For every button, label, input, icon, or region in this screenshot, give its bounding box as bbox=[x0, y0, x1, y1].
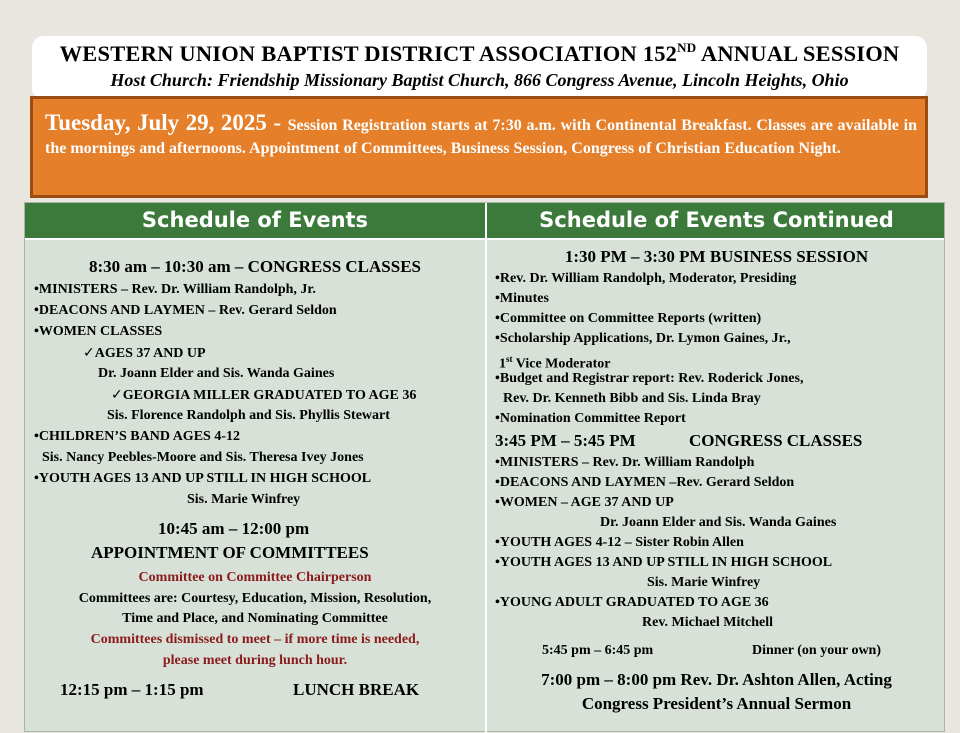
dismissal-note: Committees dismissed to meet – if more time is needed, bbox=[90, 632, 420, 647]
list-item: •YOUTH AGES 13 AND UP STILL IN HIGH SCHOOL bbox=[495, 555, 833, 570]
list-item: ✓GEORGIA MILLER GRADUATED TO AGE 36 bbox=[111, 387, 417, 403]
instructor-line: Dr. Joann Elder and Sis. Wanda Gaines bbox=[98, 366, 335, 381]
list-item: •Minutes bbox=[495, 291, 549, 306]
appointment-heading: APPOINTMENT OF COMMITTEES bbox=[91, 543, 369, 562]
time-slot: 10:45 am – 12:00 pm bbox=[158, 519, 310, 538]
instructor-line: Sis. Marie Winfrey bbox=[187, 492, 301, 507]
list-item: •YOUTH AGES 13 AND UP STILL IN HIGH SCHOOL bbox=[34, 471, 372, 486]
business-session-heading: 1:30 PM – 3:30 PM BUSINESS SESSION bbox=[564, 247, 869, 266]
list-item: •MINISTERS – Rev. Dr. William Randolph, Jr. bbox=[34, 282, 316, 297]
list-item: •Rev. Dr. William Randolph, Moderator, Presiding bbox=[495, 271, 797, 286]
instructor-line: Rev. Michael Mitchell bbox=[642, 615, 774, 630]
schedule-table bbox=[24, 202, 945, 732]
committees-list: Time and Place, and Nominating Committee bbox=[122, 611, 388, 626]
committees-list: Committees are: Courtesy, Education, Mission, Resolution, bbox=[78, 591, 432, 606]
dinner-time: 5:45 pm – 6:45 pm bbox=[542, 643, 654, 658]
dinner-label: Dinner (on your own) bbox=[752, 643, 882, 658]
list-item: ✓AGES 37 AND UP bbox=[83, 345, 206, 361]
congress-classes-heading: 8:30 am – 10:30 am – CONGRESS CLASSES bbox=[88, 257, 421, 276]
instructor-line: Sis. Nancy Peebles-Moore and Sis. Theresa Ivey Jones bbox=[42, 450, 364, 465]
schedule-column-right bbox=[487, 240, 946, 731]
list-item: •WOMEN – AGE 37 AND UP bbox=[495, 495, 674, 510]
check-icon: ✓ bbox=[83, 345, 95, 361]
sermon-title: Congress President’s Annual Sermon bbox=[581, 694, 852, 713]
instructor-line: Sis. Florence Randolph and Sis. Phyllis Stewart bbox=[107, 408, 390, 423]
check-icon: ✓ bbox=[111, 387, 123, 403]
lunch-label: LUNCH BREAK bbox=[293, 680, 420, 699]
schedule-header-left: Schedule of Events bbox=[141, 208, 369, 232]
sermon-line: 7:00 pm – 8:00 pm Rev. Dr. Ashton Allen, Acting bbox=[541, 670, 892, 689]
list-item: •WOMEN CLASSES bbox=[34, 324, 163, 339]
congress-classes-heading: CONGRESS CLASSES bbox=[689, 431, 863, 450]
title-card bbox=[32, 36, 927, 100]
time-slot: 3:45 PM – 5:45 PM bbox=[495, 431, 636, 450]
list-item: •MINISTERS – Rev. Dr. William Randolph bbox=[495, 455, 755, 470]
schedule-column-left bbox=[25, 240, 485, 731]
lunch-time: 12:15 pm – 1:15 pm bbox=[60, 680, 204, 699]
instructor-line: Dr. Joann Elder and Sis. Wanda Gaines bbox=[600, 515, 837, 530]
instructor-line: Sis. Marie Winfrey bbox=[647, 575, 761, 590]
list-item: •DEACONS AND LAYMEN –Rev. Gerard Seldon bbox=[495, 475, 795, 490]
banner-date: Tuesday, July 29, 2025 - bbox=[45, 110, 288, 135]
list-item: •YOUNG ADULT GRADUATED TO AGE 36 bbox=[495, 595, 769, 610]
list-item: •Scholarship Applications, Dr. Lymon Gaines, Jr., bbox=[495, 331, 791, 346]
list-item: Rev. Dr. Kenneth Bibb and Sis. Linda Bray bbox=[503, 391, 761, 406]
host-church-subtitle: Host Church: Friendship Missionary Baptist Church, 866 Congress Avenue, Lincoln Heights, Ohio bbox=[110, 70, 849, 90]
list-item: •Committee on Committee Reports (written) bbox=[495, 311, 762, 326]
banner-description: Session Registration starts at 7:30 a.m. with Continental Breakfast. Classes are available in the mornings and afternoons. Appointment of Committees, Business Session, Congress of Christian Education Night. bbox=[45, 117, 917, 157]
date-banner bbox=[30, 96, 928, 198]
committee-chair-note: Committee on Committee Chairperson bbox=[138, 570, 372, 585]
list-item: •YOUTH AGES 4-12 – Sister Robin Allen bbox=[495, 535, 744, 550]
list-item: •Budget and Registrar report: Rev. Roderick Jones, bbox=[495, 371, 804, 386]
list-item: 1st Vice Moderator bbox=[499, 354, 611, 372]
list-item: •DEACONS AND LAYMEN – Rev. Gerard Seldon bbox=[34, 303, 337, 318]
schedule-header-right: Schedule of Events Continued bbox=[539, 208, 894, 232]
list-item: •CHILDREN’S BAND AGES 4-12 bbox=[34, 429, 240, 444]
dismissal-note: please meet during lunch hour. bbox=[162, 653, 348, 668]
list-item: •Nomination Committee Report bbox=[495, 411, 686, 426]
page-title: WESTERN UNION BAPTIST DISTRICT ASSOCIATION 152ND ANNUAL SESSION bbox=[59, 40, 900, 66]
